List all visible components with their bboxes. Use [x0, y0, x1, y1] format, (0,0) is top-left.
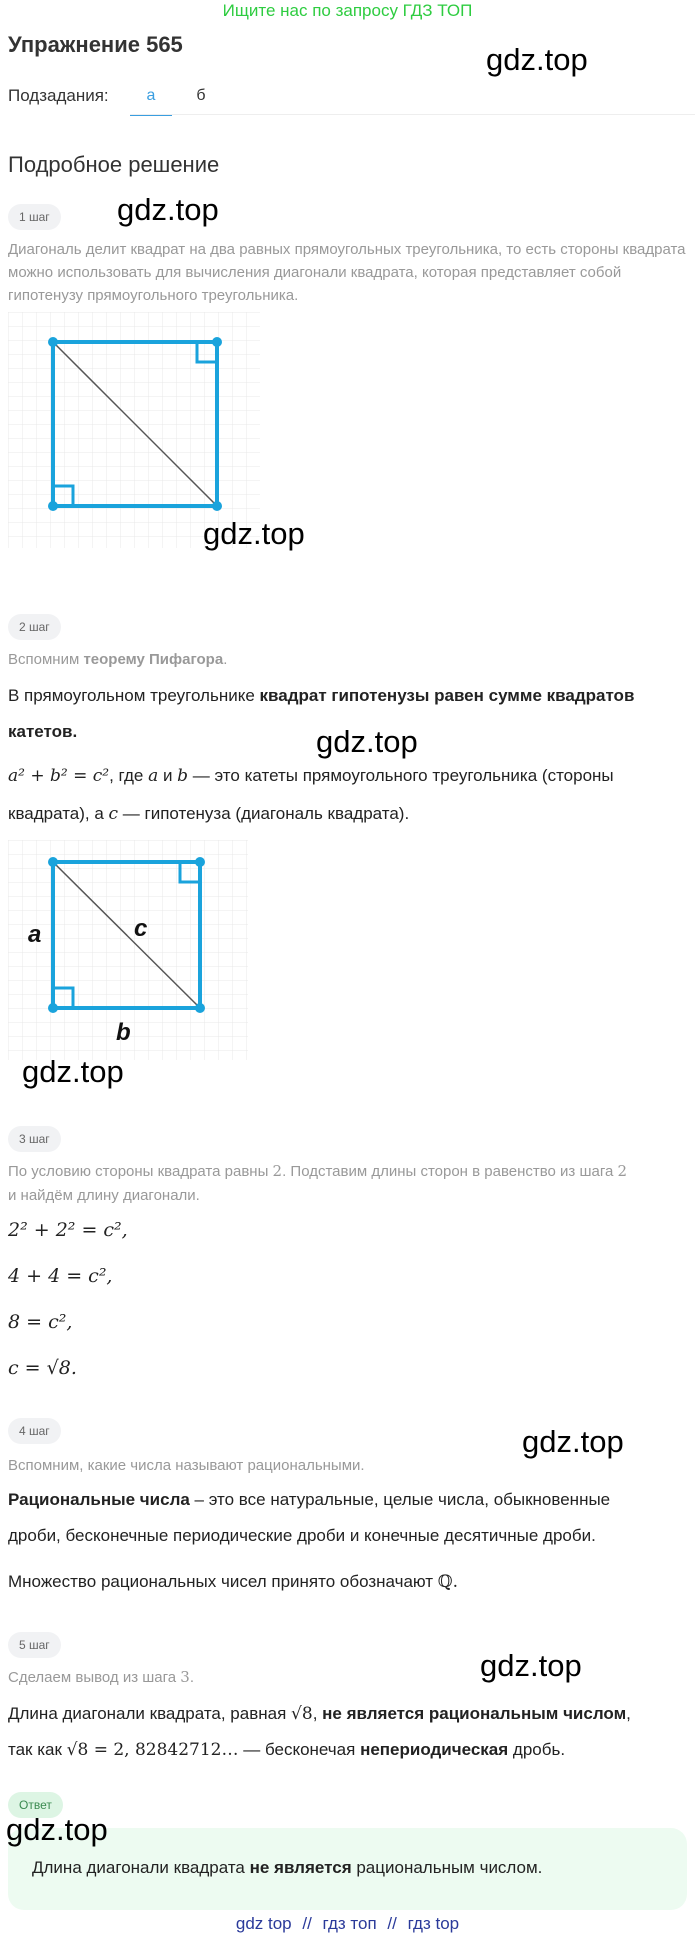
step-5-intro: Сделаем вывод из шага 3. [8, 1668, 194, 1686]
footer-link[interactable]: гдз топ [322, 1914, 377, 1933]
equation-4: c = √8. [8, 1357, 77, 1379]
step-badge-3: 3 шаг [8, 1126, 61, 1152]
watermark: gdz.top [117, 192, 219, 227]
watermark: gdz.top [522, 1424, 624, 1459]
step-3-text: По условию стороны квадрата равны 2. Подставим длины сторон в равенство из шага 2 [8, 1162, 628, 1180]
tab-subtask-a[interactable]: а [130, 86, 172, 116]
step-badge-2: 2 шаг [8, 614, 61, 640]
page-title: Упражнение 565 [8, 32, 183, 57]
equation-3: 8 = c², [8, 1311, 73, 1333]
vertex-point [212, 501, 222, 511]
footer-links [0, 1914, 695, 1934]
watermark: gdz.top [6, 1812, 108, 1847]
answer-text: Длина диагонали квадрата не является рациональным числом. [32, 1858, 543, 1877]
pythagoras-rule: В прямоугольном треугольнике квадрат гипотенузы равен сумме квадратов катетов. [8, 686, 635, 741]
step-1-text: Диагональ делит квадрат на два равных прямоугольных треугольника, то есть стороны квадрата можно использовать для вычисления диагонали квадрата, которая представляет собой гипотенузу прямоугольного треугольника. [8, 241, 686, 304]
footer-link[interactable]: gdz top [235, 1914, 292, 1933]
watermark: gdz.top [480, 1648, 582, 1683]
vertex-point [48, 1003, 58, 1013]
watermark: gdz.top [203, 516, 305, 551]
rational-definition-2: дроби, бесконечные периодические дроби и конечные десятичные дроби. [8, 1526, 596, 1545]
square-diagram-2 [8, 840, 248, 1060]
watermark: gdz.top [22, 1054, 124, 1089]
footer-separator: // [302, 1914, 312, 1933]
divider [130, 114, 695, 115]
vertex-point [48, 857, 58, 867]
watermark: gdz.top [486, 42, 588, 77]
vertex-point [195, 857, 205, 867]
vertex-point [212, 337, 222, 347]
footer-link[interactable]: гдз top [407, 1914, 460, 1933]
solution-heading: Подробное решение [8, 152, 220, 177]
side-label-b: b [116, 1019, 131, 1046]
top-banner: Ищите нас по запросу ГДЗ ТОП [222, 1, 473, 20]
pythagoras-desc: квадрата), а c — гипотенуза (диагональ квадрата). [8, 804, 410, 824]
conclusion-line-2: так как √8 = 2, 82842712… — бесконечая непериодическая дробь. [8, 1740, 566, 1760]
step-3-text-2: и найдём длину диагонали. [8, 1187, 200, 1204]
conclusion-line-1: Длина диагонали квадрата, равная √8, не является рациональным числом, [8, 1704, 631, 1724]
square-diagram-1 [8, 312, 260, 548]
rational-set-notation: Множество рациональных чисел принято обозначают ℚ. [8, 1572, 459, 1592]
tab-subtask-b[interactable]: б [196, 87, 206, 104]
step-badge-4: 4 шаг [8, 1418, 61, 1444]
formula: a² + b² = c² [8, 766, 110, 786]
step-2-intro: Вспомним теорему Пифагора. [8, 651, 228, 668]
answer-badge: Ответ [8, 1792, 63, 1818]
equation-1: 2² + 2² = c², [8, 1219, 128, 1241]
vertex-point [48, 501, 58, 511]
vertex-point [195, 1003, 205, 1013]
step-badge-5: 5 шаг [8, 1632, 61, 1658]
watermark: gdz.top [316, 724, 418, 759]
rational-definition: Рациональные числа – это все натуральные, целые числа, обыкновенные [8, 1490, 611, 1509]
side-label-a: a [28, 921, 42, 948]
vertex-point [48, 337, 58, 347]
step-badge-1: 1 шаг [8, 204, 61, 230]
equation-2: 4 + 4 = c², [8, 1265, 113, 1287]
pythagoras-formula-line: a² + b² = c², где a и b — это катеты прямоугольного треугольника (стороны [8, 766, 614, 786]
subtasks-label: Подзадания: [8, 86, 109, 105]
step-4-intro: Вспомним, какие числа называют рациональными. [8, 1457, 365, 1474]
footer-separator: // [387, 1914, 397, 1933]
hypotenuse-label-c: c [134, 915, 148, 942]
